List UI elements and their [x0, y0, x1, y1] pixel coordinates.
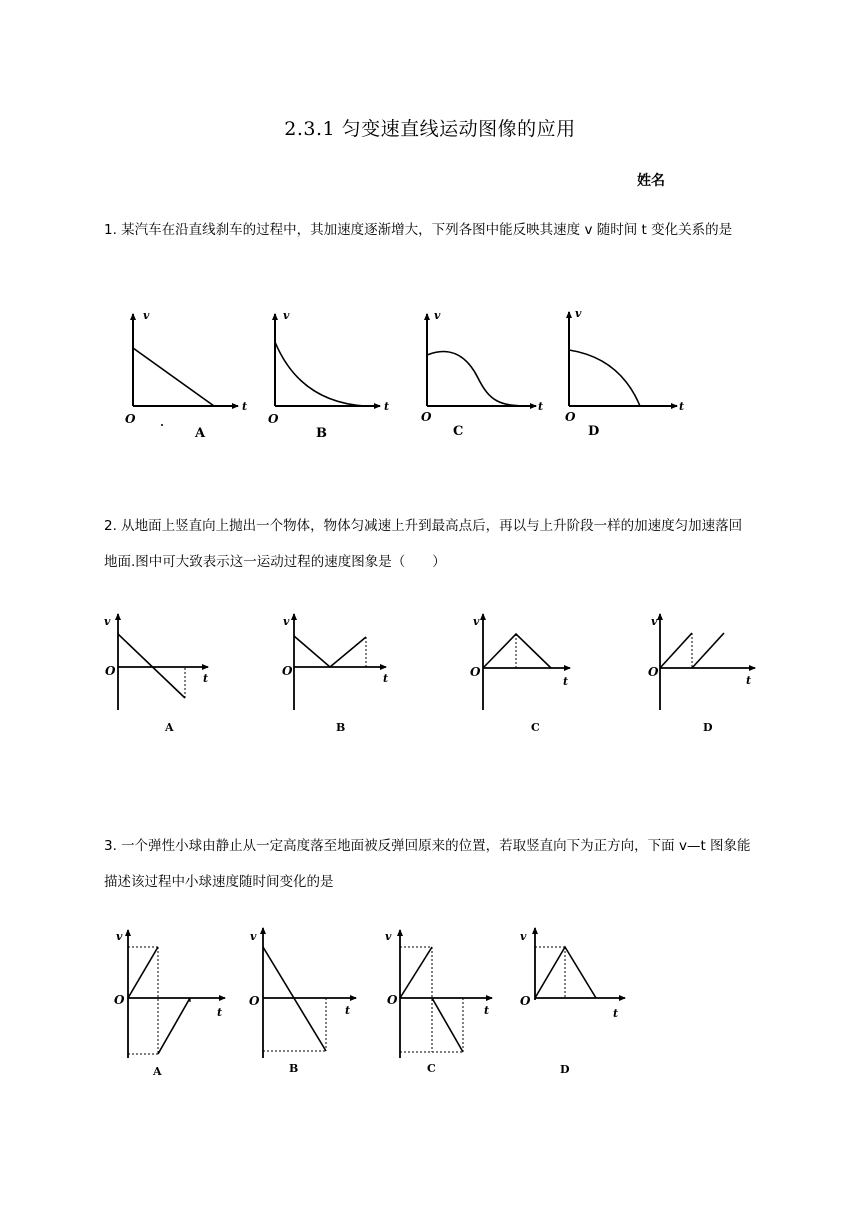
velocity-curve [569, 350, 640, 406]
velocity-line [128, 947, 158, 998]
v-axis-label: v [520, 930, 527, 943]
q3-graph-d [520, 928, 625, 1076]
velocity-curve [133, 348, 214, 406]
q1-graph-a [125, 309, 247, 441]
question-1-text: 1. 某汽车在沿直线刹车的过程中，其加速度逐渐增大，下列各图中能反映其速度 v 随时间 t 变化关系的是 [104, 222, 733, 238]
v-axis-label: v [143, 309, 150, 322]
v-axis-label: v [651, 615, 658, 628]
page-title: 2.3.1 匀变速直线运动图像的应用 [284, 118, 576, 140]
t-axis-label: t [217, 1006, 223, 1019]
option-d-label: D [560, 1063, 570, 1076]
velocity-line [263, 947, 326, 1051]
t-axis-label: t [242, 400, 248, 413]
v-axis-label: v [283, 615, 290, 628]
velocity-line-rise [660, 633, 692, 668]
q3-graph-a [114, 930, 225, 1078]
t-axis-label: t [484, 1004, 490, 1017]
velocity-curve [427, 352, 530, 406]
option-a-label: A [165, 721, 174, 734]
v-axis-label: v [116, 930, 123, 943]
t-axis-label: t [679, 400, 685, 413]
origin-label: O [268, 412, 279, 426]
velocity-curve [275, 342, 365, 406]
origin-label: O [105, 664, 116, 678]
dot-mark [161, 424, 163, 426]
origin-label: O [387, 993, 398, 1007]
velocity-line [483, 634, 551, 668]
option-c-label: C [531, 721, 540, 734]
origin-label: O [421, 410, 432, 424]
question-3-text: 3. 一个弹性小球由静止从一定高度落至地面被反弹回原来的位置，若取竖直向下为正方向，下面 v—t 图象能描述该过程中小球速度随时间变化的是 [104, 838, 751, 890]
q2-graph-c [470, 614, 570, 734]
name-label: 姓名 [637, 173, 665, 189]
question-2-text: 2. 从地面上竖直向上抛出一个物体，物体匀减速上升到最高点后，再以与上升阶段一样的加速度匀加速落回地面.图中可大致表示这一运动过程的速度图象是（ ） [104, 518, 743, 570]
v-axis-label: v [385, 930, 392, 943]
origin-label: O [249, 994, 260, 1008]
q1-graph-c [421, 309, 543, 439]
t-axis-label: t [384, 400, 390, 413]
option-b-label: B [289, 1062, 299, 1075]
t-axis-label: t [746, 674, 752, 687]
velocity-line [400, 947, 432, 998]
t-axis-label: t [563, 675, 569, 688]
q2-graph-a [104, 614, 208, 734]
velocity-line [118, 634, 185, 698]
origin-label: O [282, 664, 293, 678]
option-a-label: A [153, 1065, 162, 1078]
option-c-label: C [453, 424, 464, 439]
origin-label: O [470, 665, 481, 679]
option-c-label: C [427, 1062, 436, 1075]
option-d-label: D [588, 424, 600, 439]
v-axis-label: v [473, 615, 480, 628]
option-b-label: B [336, 721, 346, 734]
v-axis-label: v [283, 309, 290, 322]
v-axis-label: v [250, 930, 257, 943]
t-axis-label: t [538, 400, 544, 413]
q3-graph-c [385, 930, 492, 1075]
velocity-line [294, 636, 366, 667]
origin-label: O [648, 665, 659, 679]
t-axis-label: t [383, 672, 389, 685]
v-axis-label: v [575, 307, 582, 320]
v-axis-label: v [104, 615, 111, 628]
q2-graph-b [282, 614, 388, 734]
q2-graph-d [648, 614, 755, 734]
q1-graph-b [268, 309, 389, 441]
origin-label: O [114, 993, 125, 1007]
option-b-label: B [316, 426, 327, 441]
velocity-line [432, 998, 463, 1052]
t-axis-label: t [613, 1007, 619, 1020]
q3-graph-b [249, 928, 356, 1075]
option-a-label: A [195, 426, 206, 441]
origin-label: O [565, 410, 576, 424]
t-axis-label: t [203, 672, 209, 685]
option-d-label: D [703, 721, 713, 734]
v-axis-label: v [434, 309, 441, 322]
velocity-line [158, 998, 190, 1054]
t-axis-label: t [345, 1004, 351, 1017]
q1-graph-d [565, 307, 684, 439]
velocity-line-second [692, 633, 724, 668]
origin-label: O [520, 994, 531, 1008]
origin-label: O [125, 412, 136, 426]
